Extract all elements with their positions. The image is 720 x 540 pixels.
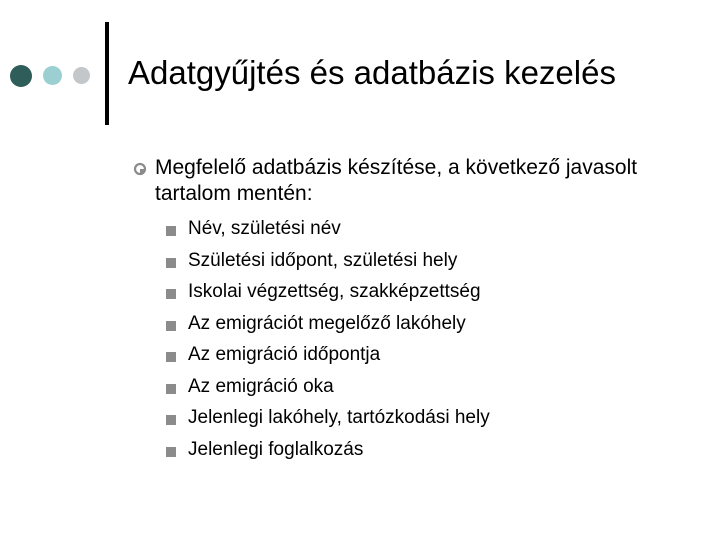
hollow-circle-bullet-icon (133, 162, 147, 176)
square-bullet-icon (166, 447, 176, 457)
square-bullet-icon (166, 226, 176, 236)
square-bullet-icon (166, 384, 176, 394)
square-bullet-icon (166, 321, 176, 331)
main-bullet-text: Megfelelő adatbázis készítése, a következő javasolt tartalom mentén: (155, 156, 638, 205)
gray-dot-icon (73, 67, 90, 84)
list-item-text: Születési időpont, születési hely (188, 249, 458, 271)
square-bullet-icon (166, 415, 176, 425)
dark-teal-dot-icon (10, 65, 32, 87)
square-bullet-icon (166, 352, 176, 362)
list-item-text: Az emigráció időpontja (188, 344, 381, 365)
title-divider (105, 22, 109, 125)
list-item-text: Jelenlegi lakóhely, tartózkodási hely (188, 407, 490, 428)
list-item-text: Név, születési név (188, 218, 341, 239)
list-item-text: Az emigráció oka (188, 375, 334, 397)
light-teal-dot-icon (43, 66, 62, 85)
square-bullet-icon (166, 258, 176, 268)
list-item-text: Az emigrációt megelőző lakóhely (188, 312, 466, 334)
list-item-text: Iskolai végzettség, szakképzettség (188, 281, 481, 302)
square-bullet-icon (166, 289, 176, 299)
list-item-text: Jelenlegi foglalkozás (188, 438, 364, 460)
slide-title: Adatgyűjtés és adatbázis kezelés (128, 54, 616, 91)
